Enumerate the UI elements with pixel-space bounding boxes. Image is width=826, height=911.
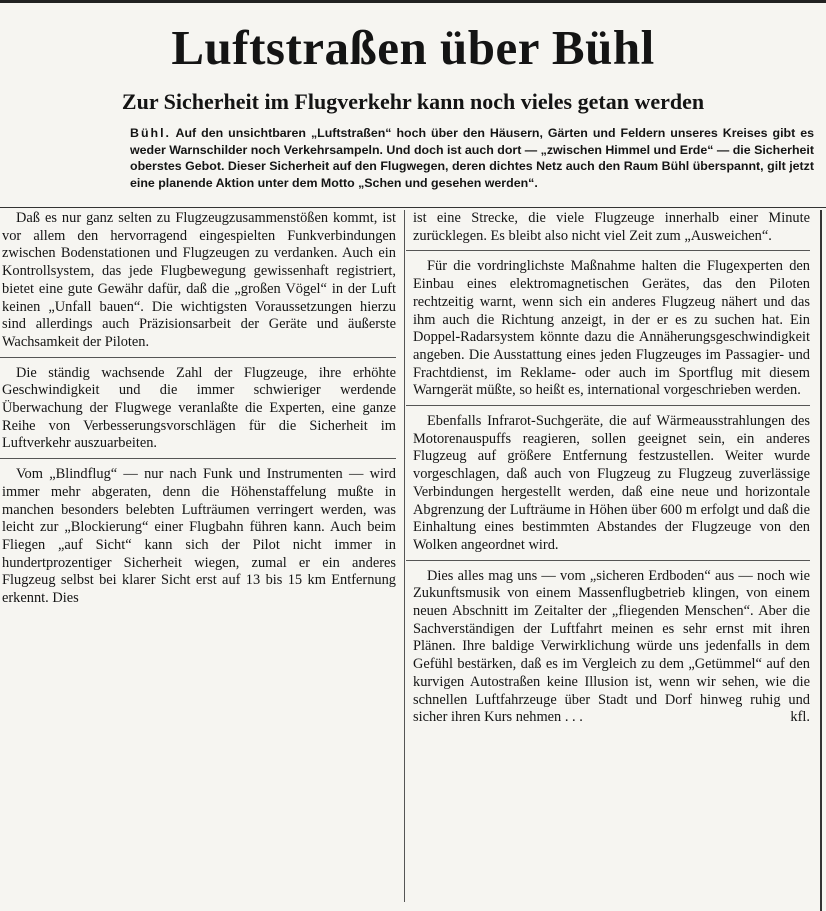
paragraph-divider: [0, 458, 396, 459]
column-divider: [404, 210, 405, 902]
top-rule: [0, 0, 826, 3]
left-column: [2, 210, 396, 612]
paragraph-divider: [406, 405, 810, 406]
body-paragraph: Ebenfalls Infrarot-Suchgeräte, die auf Wärmeausstrahlungen des Motorenauspuffs reagieren, sollen geeignet sein, ein anderes Flugzeug auf größere Entfernung festzustellen. Weiter wurde vorgeschlagen, daß auch von Flugzeug zu Flugzeug zuverlässige Verbindungen hergestellt werden, daß eine neue und horizontale Abgrenzung der Lufträume in Höhen über 600 m erfolgt und daß die Einhaltung eines bestimmten Abstandes der Flugzeuge von den Wolken angeordnet wird.: [413, 413, 810, 553]
body-paragraph: Für die vordringlichste Maßnahme halten die Flugexperten den Einbau eines elektromagnetischen Gerätes, das den Piloten rechtzeitig warnt, wenn sich ein anderes Flugzeug nähert und das ihm auch die Richtung anzeigt, in der er es zu suchen hat. Ein Doppel-Radarsystem könnte dazu die Annäherungsgeschwindigkeit angeben. Die Ausstattung eines jeden Flugzeuges im Passagier- und Frachtdienst, im Reklame- oder auch im Sportflug mit diesem Warngerät müßte, so heißt es, international vorgeschrieben werden.: [413, 258, 810, 399]
body-paragraph: [413, 568, 810, 727]
page-edge: [820, 210, 822, 911]
continued-paragraph: ist eine Strecke, die viele Flugzeuge innerhalb einer Minute zurücklegen. Es bleibt also nicht viel Zeit zum „Ausweichen“.: [413, 210, 810, 244]
body-paragraph: Daß es nur ganz selten zu Flugzeugzusammenstößen kommt, ist vor allem den hervorragend eingespielten Funkverbindungen zwischen Bodenstationen und Flugzeugen zu verdanken. Auch ein Kontrollsystem, das jede Flugbewegung gewissenhaft registriert, bietet eine gute Gewähr dafür, daß die „großen Vögel“ in der Luft keinen „Unfall bauen“. Die wichtigsten Voraussetzungen hierzu sind allerdings auch Präzisionsarbeit der Geräte und äußerste Wachsamkeit der Piloten.: [2, 210, 396, 350]
lead-paragraph: [130, 125, 814, 191]
subheadline: Zur Sicherheit im Flugverkehr kann noch vieles getan werden: [121, 89, 705, 114]
headline: Luftstraßen über Bühl: [171, 20, 655, 75]
closing-text: Dies alles mag uns — vom „sicheren Erdboden“ aus — noch wie Zukunftsmusik von einem Massenflugbetrieb klingen, von einem neuen Abschnitt im Zeitalter der „fliegenden Menschen“. Aber die Sachverständigen der Luftfahrt meinen es sehr ernst mit ihren Plänen. Ihre baldige Verwirklichung würde uns jedenfalls in dem Gefühl bestärken, daß es im Vergleich zu dem „Getümmel“ auf den kurvigen Autostraßen keine Illusion ist, wenn wir sehen, wie die schnellen Luftfahrzeuge über Stadt und Dorf hinweg ruhig und sicher ihren Kurs nehmen . . .: [413, 567, 810, 726]
right-column: [413, 210, 810, 731]
paragraph-divider: [406, 560, 810, 561]
lead-dateline: Bühl.: [130, 126, 171, 140]
lead-divider: [0, 207, 826, 208]
body-paragraph: Die ständig wachsende Zahl der Flugzeuge, ihre erhöhte Geschwindigkeit und die immer schwieriger werdende Überwachung der Flugwege veranlaßte die Experten, eine ganze Reihe von Verbesserungsvorschlägen für die Sicherheit im Luftverkehr auszuarbeiten.: [2, 364, 396, 452]
lead-text: Auf den unsichtbaren „Luftstraßen“ hoch über den Häusern, Gärten und Feldern unseres Kreises gibt es weder Warnschilder noch Verkehrsampeln. Und doch ist auch dort — „zwischen Himmel und Erde“ — die Sicherheit oberstes Gebot. Dieser Sicherheit auf den Flugwegen, deren dichtes Netz auch den Raum Bühl überspannt, gilt jetzt eine planende Aktion unter dem Motto „Schen und gesehen werden“.: [130, 126, 815, 190]
paragraph-divider: [0, 357, 396, 358]
paragraph-divider: [406, 250, 810, 251]
author-signature: kfl.: [790, 709, 810, 726]
body-paragraph: Vom „Blindflug“ — nur nach Funk und Instrumenten — wird immer mehr abgeraten, denn die Höhenstaffelung mußte in manchen besonders belebten Lufträumen verringert werden, was leicht zur „Blockierung“ einer Flugbahn führen kann. Auch beim Fliegen „auf Sicht“ kann sich der Pilot nicht immer in hundertprozentiger Sicherheit wiegen, zumal er ein anderes Flugzeug selbst bei klarer Sicht erst auf 13 bis 15 km Entfernung erkennt. Dies: [2, 466, 396, 607]
